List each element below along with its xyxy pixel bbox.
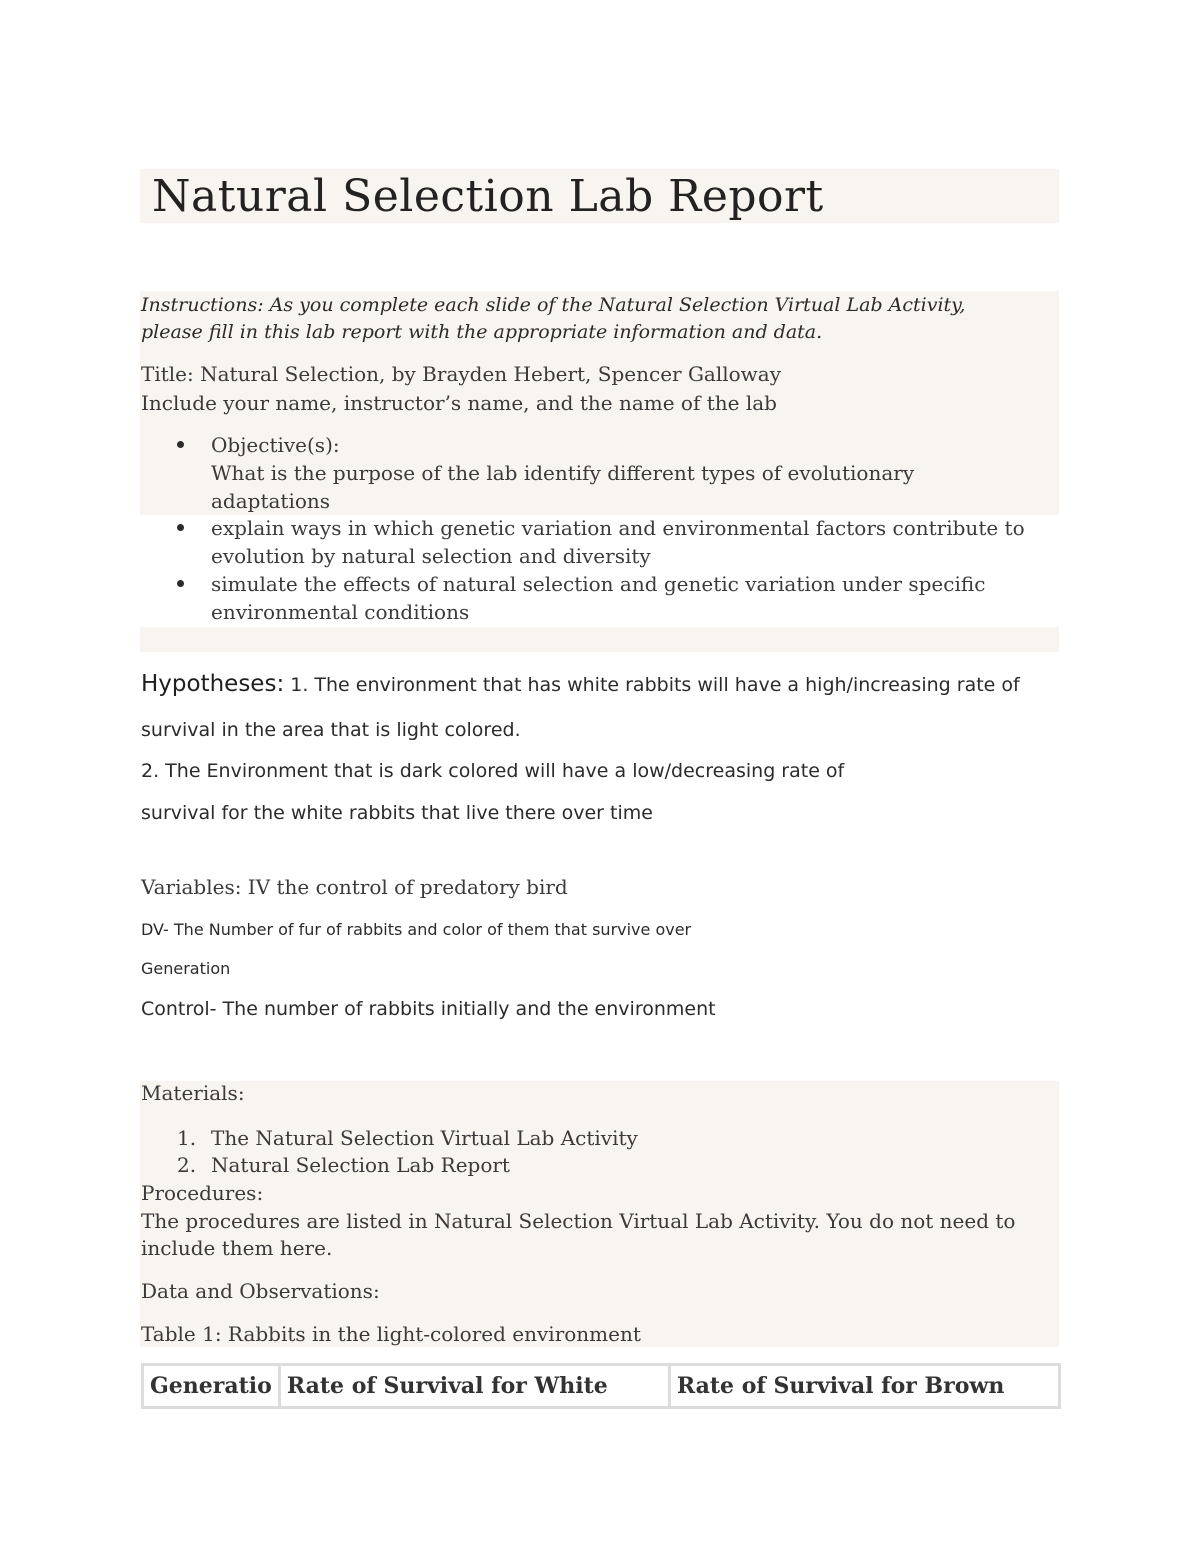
hypothesis-2-line-1: 2. The Environment that is dark colored will have a low/decreasing rate of [141, 760, 845, 782]
hypotheses-heading: Hypotheses: [141, 671, 285, 697]
include-line: Include your name, instructor’s name, and the name of the lab [141, 391, 777, 415]
materials-item-2: Natural Selection Lab Report [211, 1153, 510, 1177]
table-1 [141, 1363, 1061, 1409]
hypotheses-first-line [141, 668, 1020, 702]
instructions-line-2: please fill in this lab report with the appropriate information and data. [141, 321, 823, 343]
table-header-generation: Generatio [143, 1365, 280, 1408]
objective-purpose-line-2: adaptations [211, 489, 331, 513]
bullet-objective-item-1 [177, 524, 184, 531]
table-header-white-survival: Rate of Survival for White [279, 1365, 669, 1408]
hypothesis-1-line-1: 1. The environment that has white rabbits will have a high/increasing rate of [284, 674, 1020, 696]
variables-control: Control- The number of rabbits initially and the environment [141, 998, 716, 1020]
variables-dv-line-2: Generation [141, 959, 231, 978]
objective-item-2-line-2: environmental conditions [211, 600, 470, 624]
document-title: Natural Selection Lab Report [152, 171, 824, 222]
data-observations-label: Data and Observations: [141, 1279, 380, 1303]
materials-item-2-number: 2. [177, 1153, 197, 1177]
materials-item-1-number: 1. [177, 1126, 197, 1150]
variables-iv: Variables: IV the control of predatory bird [141, 875, 568, 899]
table-header-row [143, 1365, 1060, 1408]
materials-label: Materials: [141, 1081, 245, 1105]
table-header-brown-survival: Rate of Survival for Brown [669, 1365, 1059, 1408]
instructions-line-1: Instructions: As you complete each slide of the Natural Selection Virtual Lab Activity, [141, 294, 966, 316]
bullet-objective-item-2 [177, 580, 184, 587]
objective-item-1-line-2: evolution by natural selection and diversity [211, 544, 651, 568]
hypothesis-2-line-2: survival for the white rabbits that live there over time [141, 802, 653, 824]
hypothesis-1-line-2: survival in the area that is light colored. [141, 719, 521, 741]
objective-purpose-line-1: What is the purpose of the lab identify different types of evolutionary [211, 461, 915, 485]
materials-item-1: The Natural Selection Virtual Lab Activity [211, 1126, 638, 1150]
procedures-line-2: include them here. [141, 1236, 333, 1260]
procedures-line-1: The procedures are listed in Natural Selection Virtual Lab Activity. You do not need to [141, 1209, 1016, 1233]
report-title-line: Title: Natural Selection, by Brayden Hebert, Spencer Galloway [141, 362, 782, 386]
objectives-tail-shading [140, 627, 1059, 652]
bullet-objective [177, 441, 184, 448]
table-1-caption: Table 1: Rabbits in the light-colored environment [141, 1322, 641, 1346]
objective-item-1-line-1: explain ways in which genetic variation and environmental factors contribute to [211, 516, 1025, 540]
variables-dv-line-1: DV- The Number of fur of rabbits and color of them that survive over [141, 920, 692, 939]
procedures-label: Procedures: [141, 1181, 264, 1205]
objective-label: Objective(s): [211, 433, 340, 457]
objective-item-2-line-1: simulate the effects of natural selection and genetic variation under specific [211, 572, 986, 596]
